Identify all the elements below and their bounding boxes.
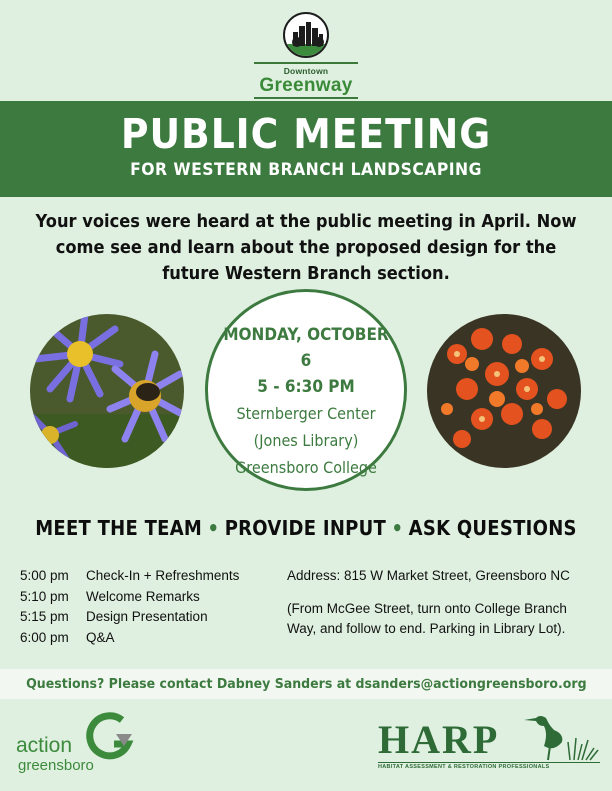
event-venue-name: Sternberger Center — [236, 404, 376, 423]
schedule-item: Q&A — [86, 629, 115, 645]
action-word: action — [16, 734, 73, 757]
heron-icon — [518, 712, 600, 762]
address-block — [287, 566, 587, 640]
harp-logo — [378, 712, 600, 772]
tagline-separator: • — [207, 516, 220, 540]
schedule-row — [20, 587, 280, 608]
event-venue-college: Greensboro College — [235, 458, 377, 477]
tagline-questions: ASK QUESTIONS — [408, 516, 577, 540]
schedule-list — [20, 566, 280, 648]
contact-bar — [0, 669, 612, 699]
schedule-row — [20, 607, 280, 628]
downtown-greenway-logo — [0, 12, 612, 99]
logo-main-text: Greenway — [259, 75, 353, 96]
event-date: MONDAY, OCTOBER 6 — [223, 325, 389, 371]
schedule-row — [20, 628, 280, 649]
city-skyline-icon — [283, 12, 329, 58]
event-details-circle — [205, 289, 407, 491]
tagline-input: PROVIDE INPUT — [224, 516, 387, 540]
greensboro-word: greensboro — [18, 757, 94, 774]
address-line: Address: 815 W Market Street, Greensboro NC — [287, 568, 570, 583]
event-time: 5 - 6:30 PM — [257, 377, 355, 397]
logo-rule-bottom — [254, 97, 358, 99]
event-venue-library: (Jones Library) — [253, 431, 359, 450]
logo-subtext: Downtown — [283, 66, 329, 76]
harp-word: HARP — [378, 717, 500, 762]
schedule-time: 5:10 pm — [20, 588, 69, 604]
schedule-item: Design Presentation — [86, 609, 208, 624]
tagline-meet: MEET THE TEAM — [35, 516, 203, 540]
contact-text: Questions? Please contact Dabney Sanders at dsanders@actiongreensboro.org — [25, 676, 587, 692]
aster-flower-photo — [30, 314, 184, 468]
schedule-row — [20, 566, 280, 587]
tagline-separator: • — [391, 516, 404, 540]
schedule-item: Check-In + Refreshments — [86, 568, 240, 583]
harp-tagline: HABITAT ASSESSMENT & RESTORATION PROFESSIONALS — [378, 762, 600, 770]
tagline — [31, 516, 582, 540]
intro-text: Your voices were heard at the public meeting in April. Now come see and learn about the proposed design for the future Western Branch section. — [35, 212, 577, 284]
schedule-time: 5:00 pm — [20, 568, 69, 583]
directions-text: (From McGee Street, turn onto College Branch Way, and follow to end. Parking in Library Lot). — [287, 600, 567, 636]
logo-rule-top — [254, 62, 358, 64]
schedule-item: Welcome Remarks — [86, 588, 200, 604]
page-subtitle: FOR WESTERN BRANCH LANDSCAPING — [130, 160, 482, 180]
action-greensboro-logo — [16, 712, 146, 772]
schedule-time: 6:00 pm — [20, 629, 69, 645]
butterfly-weed-photo — [427, 314, 581, 468]
action-g-icon — [80, 712, 140, 762]
title-banner — [0, 101, 612, 197]
schedule-time: 5:15 pm — [20, 609, 69, 624]
page-title: PUBLIC MEETING — [120, 110, 492, 158]
